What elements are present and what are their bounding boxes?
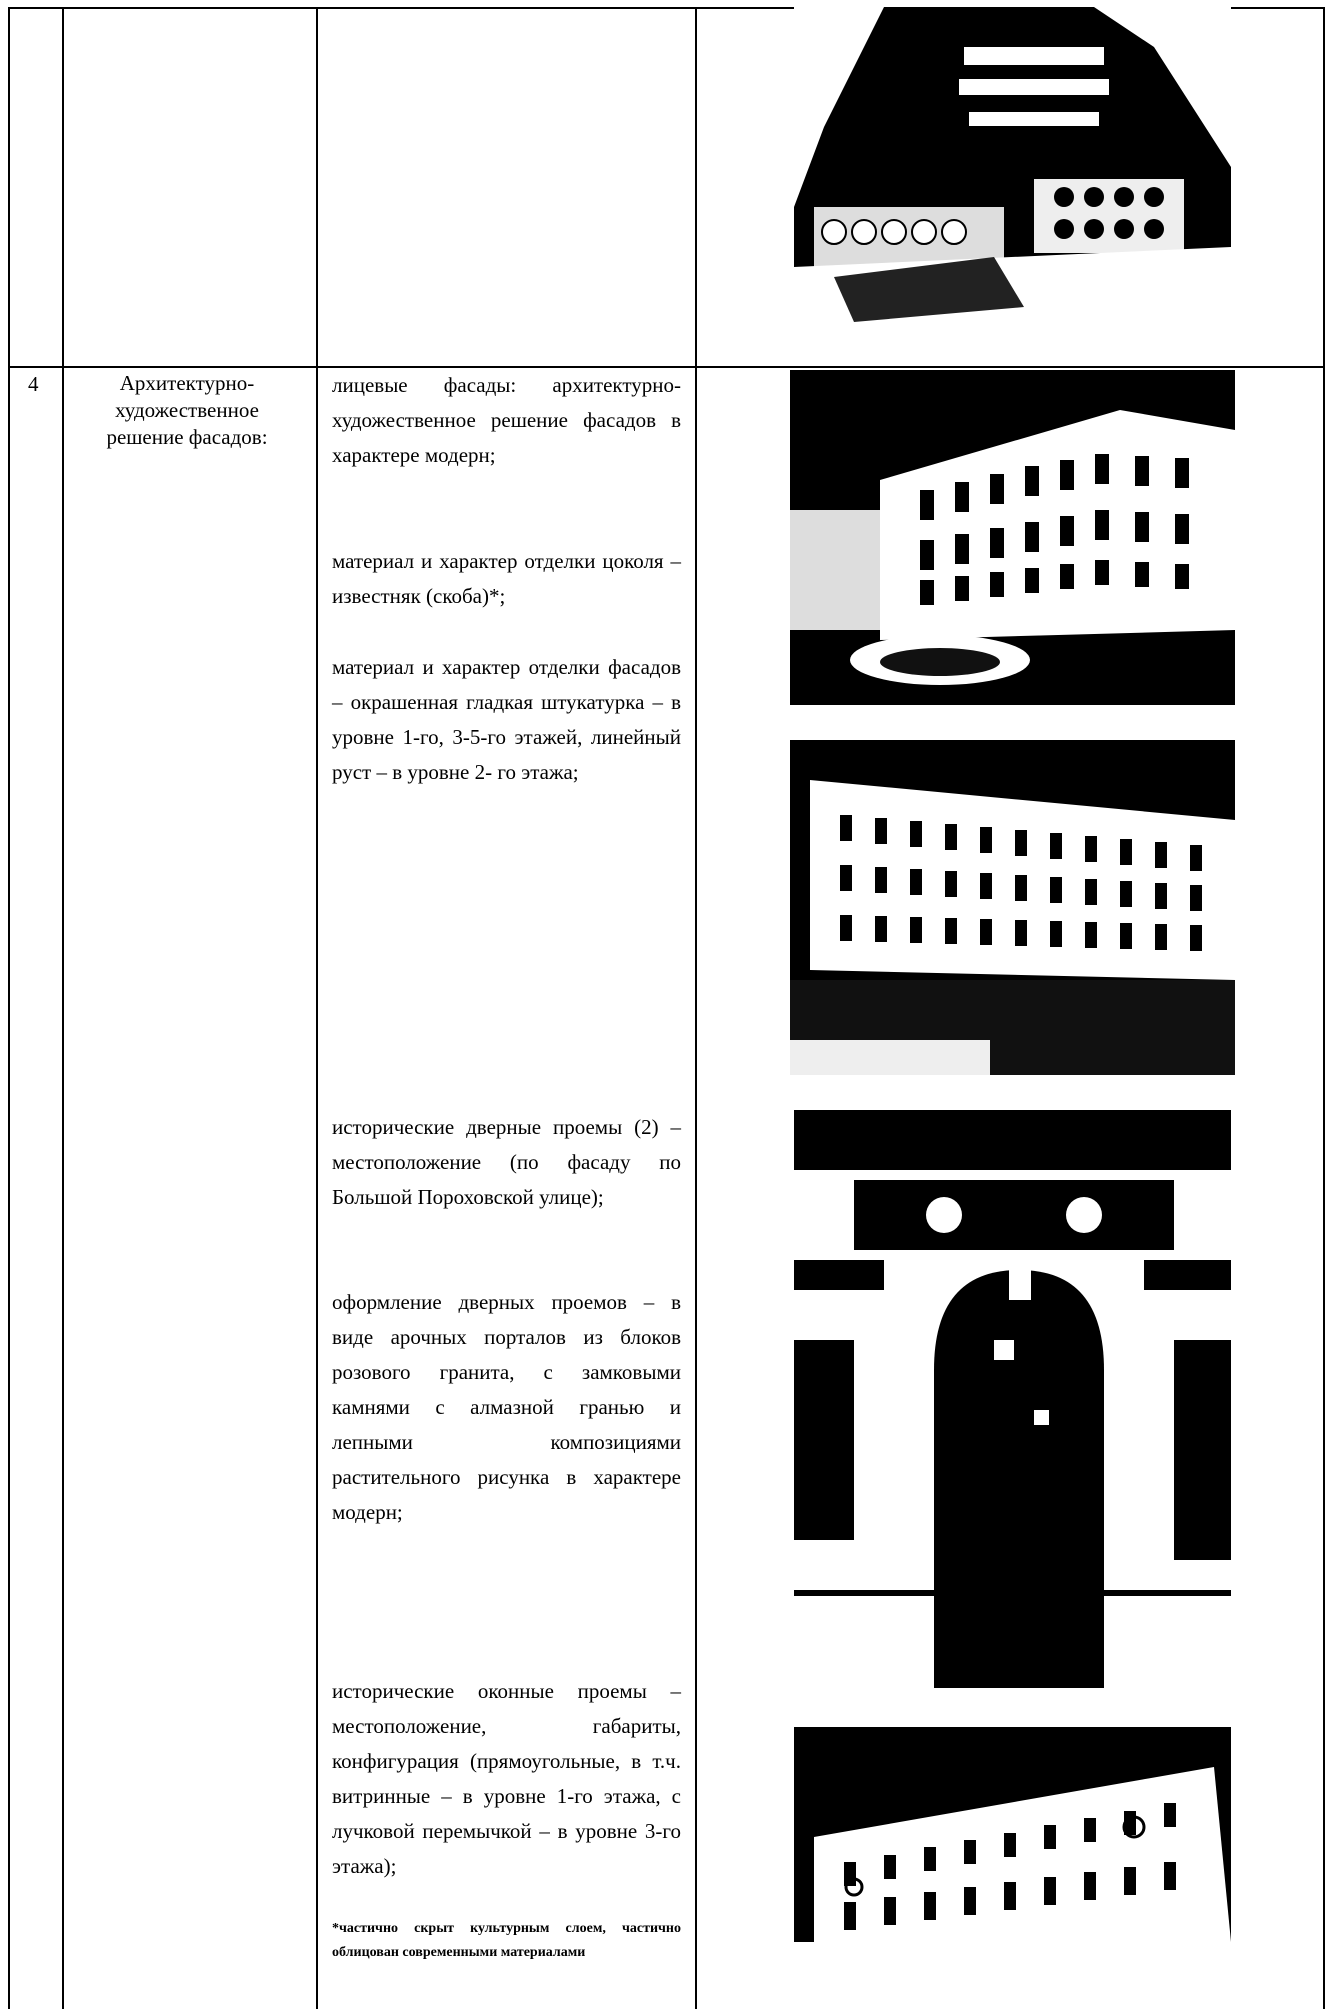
text-block-finish xyxy=(332,650,681,790)
facade-street-photo xyxy=(790,740,1235,1075)
text-block-plinth xyxy=(332,544,681,614)
table-col-divider-1 xyxy=(62,7,64,2009)
paragraph-doors: исторические дверные проемы (2) – местоположение (по фасаду по Большой Пороховской улице); xyxy=(332,1115,681,1209)
text-block-portals xyxy=(332,1285,681,1530)
row-number: 4 xyxy=(28,372,39,396)
table-border-right xyxy=(1323,7,1325,2009)
facade-corner-photo xyxy=(790,370,1235,705)
footnote: *частично скрыт культурным слоем, частично облицован современными материалами xyxy=(332,1921,681,1960)
upper-floors-photo xyxy=(794,1727,1231,1942)
facade-detail-photo xyxy=(794,7,1231,329)
table-col-divider-3 xyxy=(695,7,697,2009)
paragraph-windows: исторические оконные проемы – местоположение, габариты, конфигурация (прямоугольные, в т.ч. витринные – в уровне 1-го этажа, с лучковой перемычкой – в уровне 3-го этажа); xyxy=(332,1679,681,1878)
text-block-facades xyxy=(332,368,681,473)
paragraph-facades: лицевые фасады: архитектурно-художественное решение фасадов в характере модерн; xyxy=(332,373,681,467)
table-col-divider-2 xyxy=(316,7,318,2009)
row-title: Архитектурно-художественное решение фасадов: xyxy=(106,371,268,449)
table-border-left xyxy=(8,7,10,2009)
arched-portal-photo xyxy=(794,1110,1231,1688)
paragraph-portals: оформление дверных проемов – в виде арочных порталов из блоков розового гранита, с замковыми камнями с алмазной гранью и лепными композициями растительного рисунка в характере модерн; xyxy=(332,1290,681,1524)
paragraph-plinth: материал и характер отделки цоколя – известняк (скоба)*; xyxy=(332,549,681,608)
text-block-windows xyxy=(332,1674,681,1884)
text-block-doors xyxy=(332,1110,681,1215)
paragraph-finish: материал и характер отделки фасадов – окрашенная гладкая штукатурка – в уровне 1-го, 3-5-го этажей, линейный руст – в уровне 2- го этажа; xyxy=(332,655,681,784)
